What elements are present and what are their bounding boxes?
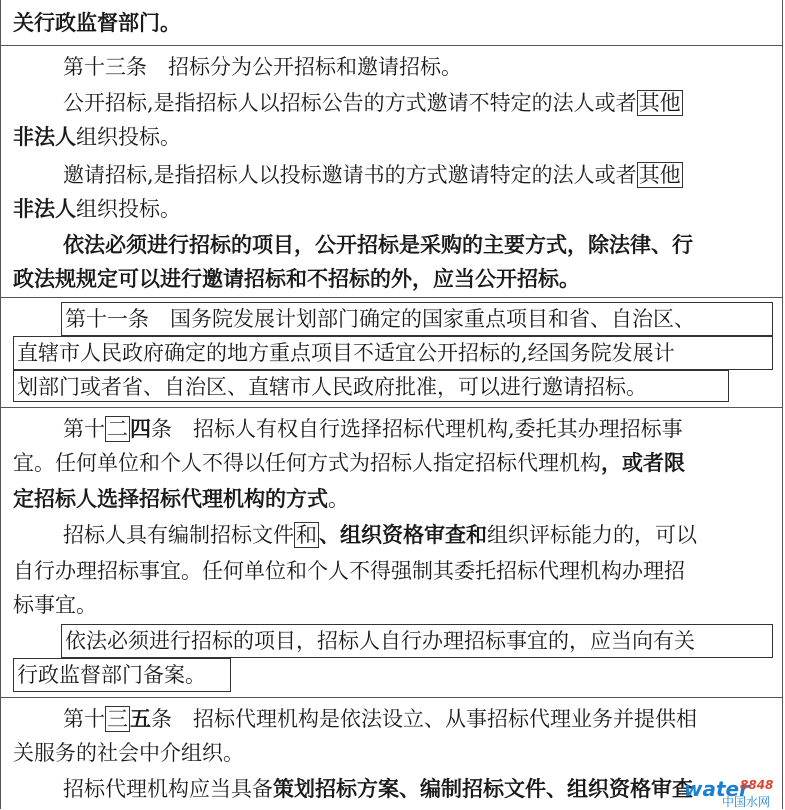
text-line [13, 122, 181, 152]
bold-text: 策划招标方案、编制招标文件、组织资格审查 [273, 777, 693, 801]
watermark-number: 8848 [740, 778, 774, 792]
bold-text: 四 [130, 417, 151, 441]
text-span: 第十 [63, 707, 105, 731]
text-line: 行政监督部门备案。 [17, 663, 206, 687]
text-span: 条 招标人有权自行选择招标代理机构,委托其办理招标事 [151, 417, 683, 441]
text-line: 自行办理招标事宜。任何单位和个人不得强制其委托招标代理机构办理招 [13, 559, 685, 583]
watermark-logo [684, 777, 774, 807]
text-block-article-14 [0, 407, 783, 697]
text-line: 关服务的社会中介组织。 [13, 741, 244, 765]
marked-text: 其他 [638, 163, 681, 187]
text-line: 政法规规定可以进行邀请招标和不招标的外，应当公开招标。 [13, 267, 580, 291]
marked-text: 二 [107, 417, 128, 441]
text-span: 招标人具有编制招标文件 [63, 523, 294, 547]
watermark-text: water [684, 777, 749, 801]
marked-text: 三 [107, 707, 128, 731]
text-line [63, 774, 693, 804]
text-span: 邀请招标,是指招标人以投标邀请书的方式邀请特定的法人或者 [63, 163, 637, 187]
text-line [63, 704, 697, 734]
bold-text: 非法人 [13, 197, 76, 221]
text-line: 依法必须进行招标的项目，公开招标是采购的主要方式，除法律、行 [63, 233, 693, 257]
text-block-article-11 [0, 297, 783, 407]
text-span: 公开招标,是指招标人以招标公告的方式邀请不特定的法人或者 [63, 91, 637, 115]
text-line [63, 414, 683, 444]
text-line: 标事宜。 [13, 593, 97, 617]
text-block-0 [0, 0, 783, 45]
text-line [13, 448, 685, 478]
marked-text: 其他 [638, 91, 681, 115]
marked-text: 和 [296, 523, 317, 547]
text-span: 组织投标。 [76, 197, 181, 221]
text-span: 第十 [63, 417, 105, 441]
text-span: 组织评标能力的，可以 [487, 523, 697, 547]
text-span: 招标代理机构应当具备 [63, 777, 273, 801]
text-line: 第十三条 招标分为公开招标和邀请招标。 [63, 55, 462, 79]
text-span: 宜。任何单位和个人不得以任何方式为招标人指定招标代理机构 [13, 451, 601, 475]
text-span: 组织投标。 [76, 125, 181, 149]
text-line: 直辖市人民政府确定的地方重点项目不适宜公开招标的,经国务院发展计 [17, 341, 675, 365]
text-line [63, 520, 697, 550]
text-line [13, 194, 181, 224]
text-line: 关行政监督部门。 [13, 11, 181, 35]
text-span: 。 [328, 487, 349, 511]
text-line: 划部门或者省、自治区、直辖市人民政府批准，可以进行邀请招标。 [17, 375, 647, 399]
text-line: 第十一条 国务院发展计划部门确定的国家重点项目和省、自治区、 [65, 307, 695, 331]
bold-text: 非法人 [13, 125, 76, 149]
watermark-caption: 中国水网 [722, 795, 771, 809]
text-span: 条 招标代理机构是依法设立、从事招标代理业务并提供相 [151, 707, 697, 731]
text-line [63, 88, 683, 118]
text-line: 依法必须进行招标的项目，招标人自行办理招标事宜的，应当向有关 [65, 629, 695, 653]
text-block-article-15 [0, 697, 783, 809]
text-line [13, 484, 349, 514]
bold-text: ，或者限 [601, 451, 685, 475]
bold-text: 、组织资格审查和 [319, 523, 487, 547]
text-line [63, 160, 683, 190]
bold-text: 五 [130, 707, 151, 731]
bold-text: 定招标人选择招标代理机构的方式 [13, 487, 328, 511]
text-block-article-13 [0, 45, 783, 297]
